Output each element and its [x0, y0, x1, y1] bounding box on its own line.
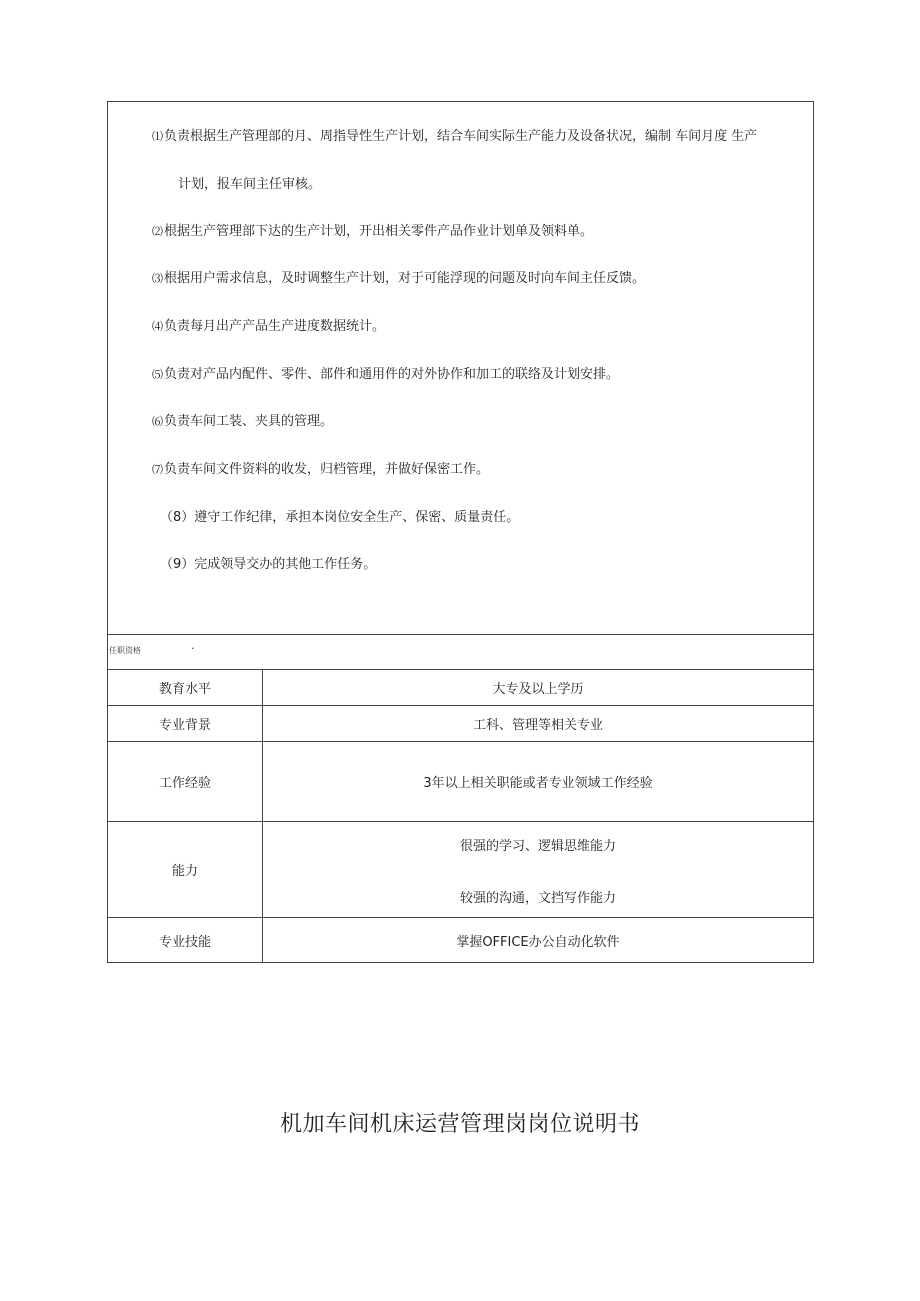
duty-item-1	[152, 128, 757, 146]
qualification-value: 大专及以上学历	[263, 670, 814, 706]
qualification-header-row	[108, 635, 814, 670]
qualification-title: 任职资格	[109, 646, 141, 655]
duties-row	[108, 102, 814, 635]
duty-number: ⑸	[152, 368, 163, 381]
qualification-row-major	[108, 706, 814, 742]
duty-item-1-continuation	[178, 176, 321, 194]
duty-number: ⑺	[152, 463, 163, 476]
ability-line: 较强的沟通，文挡写作能力	[459, 891, 616, 906]
duty-text: 根据生产管理部下达的生产计划，开出相关零件产品作业计划单及领料单。	[164, 224, 594, 239]
duty-number: ⑶	[152, 272, 163, 285]
qualification-value: 3年以上相关职能或者专业领域工作经验	[263, 742, 814, 822]
duty-number: ⑵	[152, 225, 163, 238]
ability-lines	[263, 822, 813, 917]
duties-cell	[108, 102, 814, 635]
duty-text: 负责根据生产管理部的月、周指导性生产计划，结合车间实际生产能力及设备状况，编制 车间月度 生产	[164, 129, 758, 144]
document-title: 机加车间机床运营管理岗岗位说明书	[279, 1112, 640, 1137]
job-description-table	[107, 101, 814, 963]
qualification-header-cell	[108, 635, 814, 670]
duty-item-4	[152, 318, 385, 336]
qualification-label: 专业背景	[108, 706, 263, 742]
duty-text: 负责车间工装、夹具的管理。	[164, 414, 334, 429]
duty-item-2	[152, 223, 593, 241]
qualification-label: 专业技能	[108, 918, 263, 963]
qualification-label: 能力	[108, 822, 263, 918]
duty-text: （8）遵守工作纪律，承担本岗位安全生产、保密、质量责任。	[160, 510, 520, 525]
qualification-value-cell	[263, 822, 814, 918]
ability-line: 很强的学习、逻辑思维能力	[459, 839, 616, 854]
duty-item-3	[152, 270, 645, 288]
duty-item-6	[152, 413, 333, 431]
duty-text: （9）完成领导交办的其他工作任务。	[160, 557, 377, 572]
qualification-dot: ·	[191, 642, 195, 655]
duty-item-7	[152, 461, 489, 479]
duty-text: 负责每月出产产品生产进度数据统计。	[164, 319, 386, 334]
duty-item-8	[160, 509, 519, 527]
duty-number: ⑷	[152, 320, 163, 333]
duty-text: 负责车间文件资料的收发，归档管理，并做好保密工作。	[164, 462, 490, 477]
duty-text: 负责对产品内配件、零件、部件和通用件的对外协作和加工的联络及计划安排。	[164, 367, 620, 382]
duty-item-9	[160, 556, 376, 574]
qualification-value: 工科、管理等相关专业	[263, 706, 814, 742]
qualification-row-education	[108, 670, 814, 706]
duty-text: 根据用户需求信息，及时调整生产计划，对于可能浮现的问题及时向车间主任反馈。	[164, 271, 646, 286]
duty-text: 计划，报车间主任审核。	[178, 177, 322, 192]
duty-number: ⑴	[152, 130, 163, 143]
duty-number: ⑹	[152, 415, 163, 428]
duty-item-5	[152, 366, 619, 384]
qualification-value: 掌握OFFICE办公自动化软件	[263, 918, 814, 963]
qualification-label: 工作经验	[108, 742, 263, 822]
qualification-row-ability	[108, 822, 814, 918]
qualification-row-experience	[108, 742, 814, 822]
qualification-label: 教育水平	[108, 670, 263, 706]
qualification-row-skills	[108, 918, 814, 963]
